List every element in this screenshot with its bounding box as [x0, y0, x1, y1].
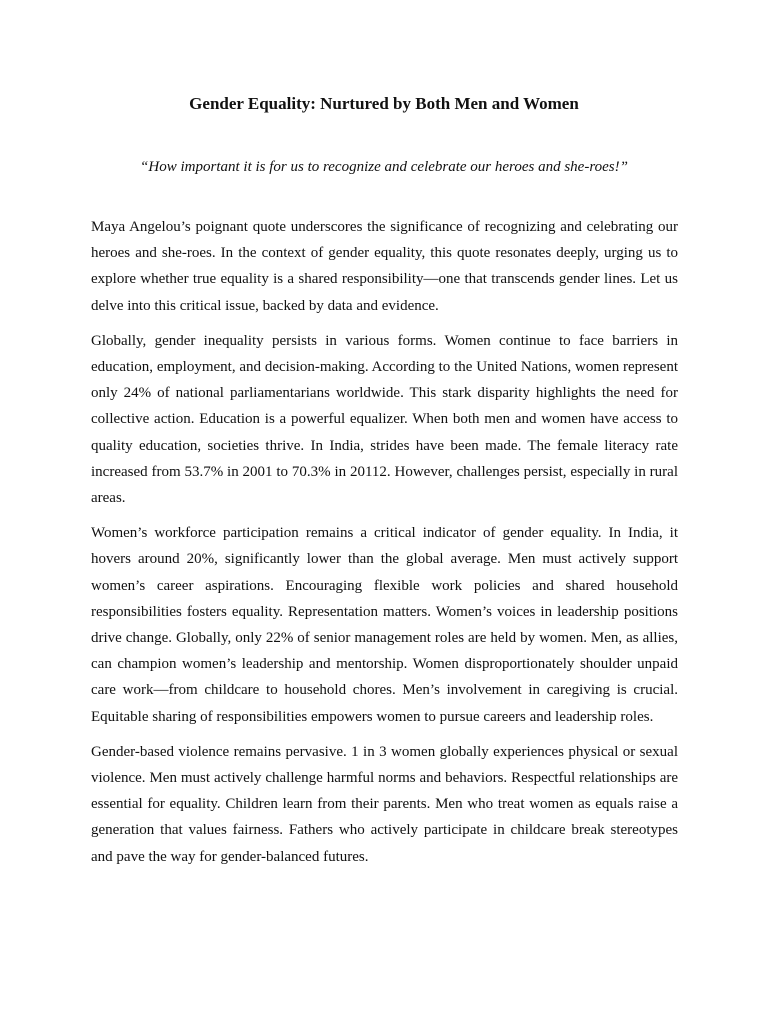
paragraph-workforce: Women’s workforce participation remains a critical indicator of gender equality. In India, it hovers around 20%, significantly lower than the global average. Men must actively support women’s career aspirations. Encouraging flexible work policies and shared household responsibilities fosters equality. Representation matters. Women’s voices in leadership positions drive change. Globally, only 22% of senior management roles are held by women. Men, as allies, can champion women’s leadership and mentorship. Women disproportionately shoulder unpaid care work—from childcare to household chores. Men’s involvement in caregiving is crucial. Equitable sharing of responsibilities empowers women to pursue careers and leadership roles.	[91, 525, 678, 725]
document-title: Gender Equality: Nurtured by Both Men and Women	[189, 94, 579, 113]
paragraph-intro: Maya Angelou’s poignant quote underscores the significance of recognizing and celebrating our heroes and she-roes. In the context of gender equality, this quote resonates deeply, urging us to explore whether true equality is a shared responsibility—one that transcends gender lines. Let us delve into this critical issue, backed by data and evidence.	[91, 219, 678, 314]
paragraph-global-inequality: Globally, gender inequality persists in various forms. Women continue to face barriers in education, employment, and decision-making. According to the United Nations, women represent only 24% of national parliamentarians worldwide. This stark disparity highlights the need for collective action. Education is a powerful equalizer. When both men and women have access to quality education, societies thrive. In India, strides have been made. The female literacy rate increased from 53.7% in 2001 to 70.3% in 20112. However, challenges persist, especially in rural areas.	[91, 332, 678, 507]
opening-quote: “How important it is for us to recognize and celebrate our heroes and she-roes!”	[140, 159, 628, 175]
document-body	[91, 214, 678, 879]
paragraph-violence: Gender-based violence remains pervasive. 1 in 3 women globally experiences physical or sexual violence. Men must actively challenge harmful norms and behaviors. Respectful relationships are essential for equality. Children learn from their parents. Men who treat women as equals raise a generation that values fairness. Fathers who actively participate in childcare break stereotypes and pave the way for gender-balanced futures.	[91, 743, 678, 865]
